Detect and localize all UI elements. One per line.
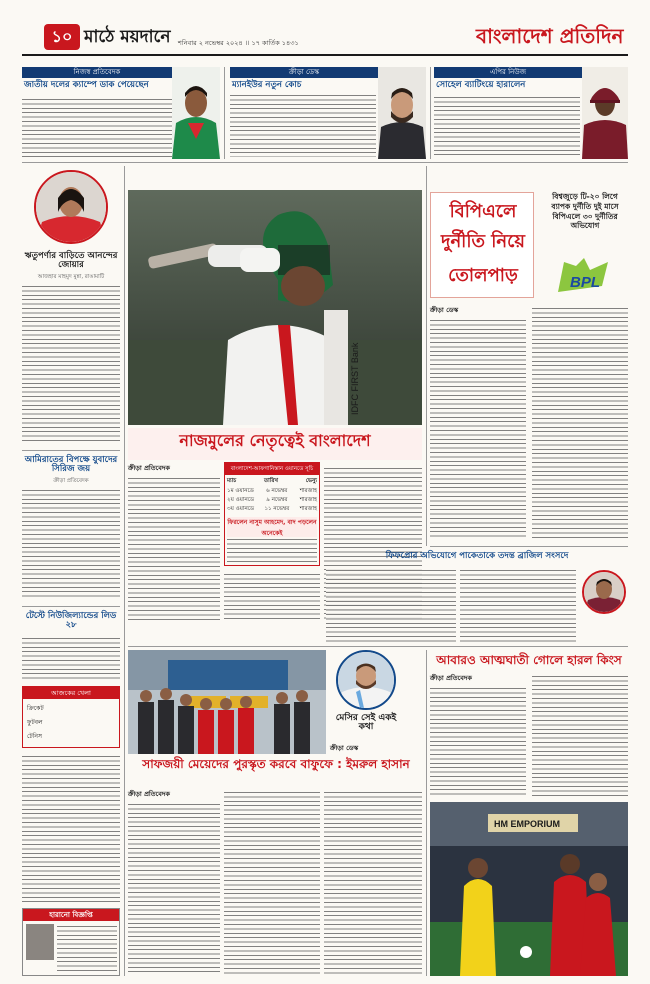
award-headline: সাফজয়ী মেয়েদের পুরস্কৃত করবে বাফুফে : ইমরুল হাসান bbox=[142, 757, 410, 771]
top-strip-rule bbox=[22, 162, 628, 163]
missing-person-photo bbox=[26, 924, 54, 960]
coach-photo bbox=[378, 67, 426, 159]
bpl-story bbox=[430, 166, 628, 542]
bpl-body-col-1 bbox=[430, 318, 526, 540]
divider bbox=[22, 450, 120, 451]
top-story-1-tag: নিজস্ব প্রতিবেদক bbox=[22, 67, 172, 78]
story-byline-youth: ক্রীড়া প্রতিবেদক bbox=[53, 478, 89, 484]
kings-story bbox=[430, 650, 628, 976]
divider bbox=[128, 646, 628, 647]
schedule-cell: ম্যাচ bbox=[227, 478, 237, 484]
batsman-photo bbox=[582, 67, 628, 159]
award-body-col-3 bbox=[324, 790, 422, 974]
schedule-row bbox=[227, 488, 317, 496]
masthead-rule bbox=[22, 54, 628, 56]
todays-games-line: ফুটবল bbox=[27, 719, 43, 726]
top-story-3-tag: এপির নিউজ bbox=[434, 67, 582, 78]
left-column bbox=[22, 166, 120, 976]
top-story-3-headline: সোহেল ব্যাটিংয়ে হারালেন bbox=[436, 80, 526, 90]
divider bbox=[426, 166, 427, 546]
page-number: ১০ bbox=[51, 27, 73, 46]
divider bbox=[430, 546, 628, 547]
top-story-1 bbox=[22, 67, 220, 159]
todays-games-line: ক্রিকেট bbox=[27, 705, 44, 712]
lead-photo-sponsor: IDFC FIRST Bank bbox=[350, 342, 360, 415]
divider bbox=[426, 650, 427, 976]
missing-notice-body bbox=[57, 924, 117, 974]
schedule-cell: ১ম ওয়ানডে bbox=[227, 488, 254, 494]
lead-body-col-2 bbox=[224, 572, 320, 622]
bpl-body-col-2 bbox=[532, 306, 628, 540]
bpl-byline: ক্রীড়া ডেস্ক bbox=[430, 306, 459, 314]
masthead-logo: বাংলাদেশ প্রতিদিন bbox=[476, 24, 624, 48]
schedule-cell: ১১ নভেম্বর bbox=[264, 506, 290, 512]
top-story-1-body bbox=[22, 97, 172, 157]
paqueta-headline: ফিফপ্রোর অভিযোগে পাকেতাকে তদন্ত ব্রাজিল সংসদে bbox=[385, 551, 569, 561]
bpl-headline-3: তোলপাড় bbox=[448, 265, 518, 286]
messi-byline: ক্রীড়া ডেস্ক bbox=[330, 744, 359, 752]
story-headline-ritu: ঋতুপর্ণার বাড়িতে আনন্দের জোয়ার bbox=[24, 251, 118, 270]
bpl-logo bbox=[556, 256, 618, 296]
bpl-side-text: বিশ্বজুড়ে টি-২০ লিগে ব্যাপক দুর্নীতি দুই মাসে বিপিএলে ৩০ দুর্নীতির অভিযোগ bbox=[551, 192, 619, 231]
lead-photo bbox=[128, 190, 422, 425]
divider bbox=[224, 67, 225, 159]
story-body-test bbox=[22, 636, 120, 680]
lead-body-col-1 bbox=[128, 476, 220, 622]
player-photo-1 bbox=[172, 67, 220, 159]
lead-headline-band bbox=[128, 428, 422, 460]
missing-notice-title: হারানো বিজ্ঞপ্তি bbox=[23, 909, 119, 921]
award-body-col-2 bbox=[224, 790, 320, 974]
top-story-2-body bbox=[230, 93, 376, 157]
missing-notice bbox=[22, 908, 120, 976]
paqueta-body-col-2 bbox=[460, 568, 576, 642]
messi-photo bbox=[336, 650, 396, 710]
schedule-row-head bbox=[227, 478, 317, 486]
bpl-headline-2: দুর্নীতি নিয়ে bbox=[440, 231, 525, 252]
schedule-title: বাংলাদেশ-আফগানিস্তান ওয়ানডে সূচি bbox=[225, 463, 319, 475]
story-headline-youth: আমিরাতের বিপক্ষে যুবাদের সিরিজ জয় bbox=[24, 455, 118, 474]
masthead bbox=[0, 0, 650, 64]
kings-body-col-1 bbox=[430, 686, 526, 798]
top-story-2-headline: ম্যানইউর নতুন কোচ bbox=[232, 80, 302, 90]
divider bbox=[22, 606, 120, 607]
todays-games-line: টেনিস bbox=[27, 733, 42, 740]
kings-body-col-2 bbox=[532, 674, 628, 798]
paqueta-photo bbox=[582, 570, 626, 614]
footballer-girl-photo bbox=[34, 170, 108, 244]
listings-body bbox=[22, 754, 120, 902]
top-story-3-body bbox=[434, 95, 580, 157]
todays-games-box bbox=[22, 686, 120, 748]
bpl-headline-box bbox=[430, 192, 534, 298]
schedule-cell: শারজাহ bbox=[299, 497, 317, 503]
schedule-cell: ৩য় ওয়ানডে bbox=[227, 506, 254, 512]
todays-games-title: আজকের খেলা bbox=[23, 687, 119, 699]
divider bbox=[430, 67, 431, 159]
divider bbox=[124, 166, 125, 976]
schedule-cell: শারজাহ bbox=[299, 488, 317, 494]
schedule-cell: ৬ নভেম্বর bbox=[266, 488, 288, 494]
lead-byline: ক্রীড়া প্রতিবেদক bbox=[128, 464, 170, 472]
award-photo bbox=[128, 650, 326, 754]
story-body-ritu bbox=[22, 284, 120, 444]
paqueta-story bbox=[326, 550, 628, 644]
bpl-headline-1: বিপিএলে bbox=[449, 201, 517, 222]
schedule-box bbox=[224, 462, 320, 566]
award-body-col-1 bbox=[128, 802, 220, 974]
top-story-2-tag: ক্রীড়া ডেস্ক bbox=[230, 67, 378, 78]
story-headline-test: টেস্টে নিউজিল্যান্ডের লিড ২৮ bbox=[25, 611, 117, 630]
schedule-cell: শারজাহ bbox=[299, 506, 317, 512]
schedule-row bbox=[227, 497, 317, 505]
schedule-cell: ভেন্যু bbox=[305, 478, 317, 484]
top-story-2 bbox=[230, 67, 426, 159]
kings-byline: ক্রীড়া প্রতিবেদক bbox=[430, 674, 472, 682]
schedule-cell: ২য় ওয়ানডে bbox=[227, 497, 254, 503]
kings-match-photo bbox=[430, 802, 628, 976]
schedule-row bbox=[227, 506, 317, 514]
paqueta-body-col-1 bbox=[326, 568, 456, 642]
messi-headline: মেসির সেই একই কথা bbox=[335, 713, 397, 733]
bpl-logo-text: BPL bbox=[570, 274, 600, 291]
section-title: মাঠে ময়দানে bbox=[84, 27, 171, 47]
award-byline: ক্রীড়া প্রতিবেদক bbox=[128, 790, 170, 798]
story-byline-ritu: আজহার মাহমুদ মুন্না, রাঙামাটি bbox=[37, 274, 105, 280]
schedule-note: ফিরলেন নাসুম আহমেদ, বাদ পড়লেন অনেকেই bbox=[227, 519, 317, 537]
top-story-3 bbox=[434, 67, 628, 159]
lead-headline: নাজমুলের নেতৃত্বেই বাংলাদেশ bbox=[179, 431, 371, 450]
schedule-cell: তারিখ bbox=[264, 478, 278, 484]
issue-date: শনিবার ২ নভেম্বর ২০২৪ ।। ১৭ কার্তিক ১৪৩১ bbox=[178, 39, 299, 47]
schedule-body bbox=[227, 537, 317, 565]
story-body-youth bbox=[22, 488, 120, 600]
kings-headline: আবারও আত্মঘাতী গোলে হারল কিংস bbox=[436, 653, 622, 667]
stadium-banner-text: HM EMPORIUM bbox=[494, 819, 560, 829]
top-story-1-headline: জাতীয় দলের ক্যাম্পে ডাক পেয়েছেন bbox=[24, 80, 149, 90]
page-number-badge bbox=[44, 24, 80, 50]
schedule-cell: ৯ নভেম্বর bbox=[266, 497, 288, 503]
